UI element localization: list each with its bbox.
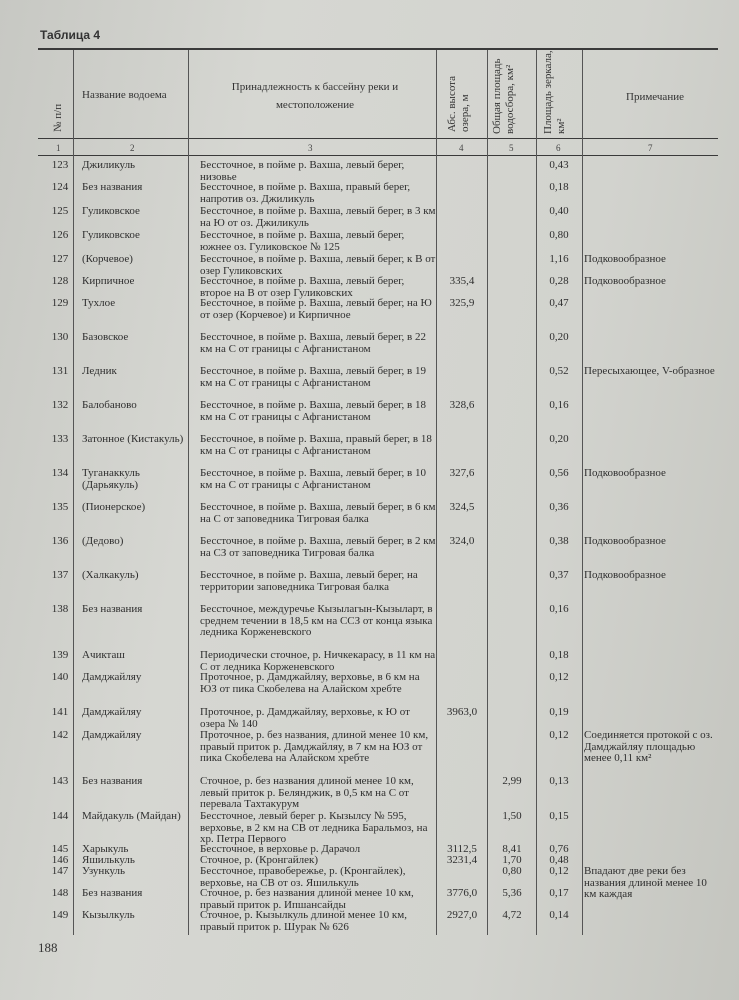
table-row <box>0 468 739 502</box>
note-text: Подковообразное <box>584 275 666 287</box>
water-body-name: Затонное (Кистакуль) <box>82 433 184 445</box>
table-row <box>0 434 739 468</box>
note-text: Подковообразное <box>584 535 666 547</box>
location-description: Бессточное, в пойме р. Вахша, левый берег, в 22 км на С от границы с Афганистаном <box>200 331 426 355</box>
location-description: Бессточное, в пойме р. Вахша, левый берег, в 3 км на Ю от оз. Джиликуль <box>200 205 436 229</box>
row-number: 135 <box>51 501 69 513</box>
water-body-name: Ледник <box>82 365 117 377</box>
mirror-area-value: 0,48 <box>549 854 569 866</box>
table-row <box>0 910 739 932</box>
location-description: Сточное, р. без названия длиной менее 10 км, левый приток р. Белянджик, в 0,5 км на С от перевала Тахтакурум <box>200 775 414 810</box>
location-description: Бессточное, правобережье, р. (Кронгайлек), верховье, на СВ от оз. Яшилькуль <box>200 865 406 889</box>
row-number: 126 <box>51 229 69 241</box>
mirror-area-value: 1,16 <box>549 253 569 265</box>
table-row <box>0 400 739 434</box>
altitude-value: 2927,0 <box>446 909 478 921</box>
water-body-name: Без названия <box>82 181 143 193</box>
location-description: Бессточное, в пойме р. Вахша, левый берег, в 18 км на С от границы с Афганистаном <box>200 399 426 423</box>
mirror-area-value: 0,20 <box>549 331 569 343</box>
mirror-area-value: 0,28 <box>549 275 569 287</box>
table-row <box>0 604 739 650</box>
table-row <box>0 707 739 730</box>
header-top-rule <box>38 48 718 50</box>
water-body-name: Майдакуль (Майдан) <box>82 810 181 822</box>
location-description: Проточное, р. без названия, длиной менее 10 км, правый приток р. Дамджайляу, в 7 км на ЮЗ от пика Скобелева на Алайском хребте <box>200 729 429 764</box>
altitude-value: 3776,0 <box>446 887 478 899</box>
table-row <box>0 570 739 604</box>
water-body-name: Узункуль <box>82 865 126 877</box>
note-text: Пересыхающее, V-образное <box>584 365 715 377</box>
row-number: 145 <box>51 843 69 855</box>
row-number: 142 <box>51 729 69 741</box>
water-body-name: Туганаккуль (Дарьякуль) <box>82 467 140 491</box>
column-numbers-rule <box>38 155 718 156</box>
mirror-area-value: 0,15 <box>549 810 569 822</box>
altitude-value: 335,4 <box>449 275 475 287</box>
header-num: № п/п <box>52 103 64 132</box>
altitude-value: 3963,0 <box>446 706 478 718</box>
altitude-value: 3112,5 <box>447 843 477 855</box>
altitude-value: 324,0 <box>449 535 475 547</box>
water-body-name: Без названия <box>82 887 143 899</box>
water-body-name: (Корчевое) <box>82 253 133 265</box>
row-number: 130 <box>51 331 69 343</box>
column-number: 3 <box>308 143 313 153</box>
location-description: Сточное, р. без названия длиной менее 10 км, правый приток р. Ипшансайды <box>200 887 414 911</box>
mirror-area-value: 0,80 <box>549 229 569 241</box>
mirror-area-value: 0,76 <box>549 843 569 855</box>
location-description: Сточное, р. (Кронгайлек) <box>200 854 319 866</box>
water-body-name: Кирпичное <box>82 275 135 287</box>
column-number: 7 <box>648 143 653 153</box>
location-description: Бессточное, в верховье р. Дарачол <box>200 843 361 855</box>
mirror-area-value: 0,13 <box>549 775 569 787</box>
location-description: Проточное, р. Дамджайляу, верховье, в 6 км на ЮЗ от пика Скобелева на Алайском хребте <box>200 671 420 695</box>
row-number: 137 <box>51 569 69 581</box>
table-row <box>0 276 739 298</box>
location-description: Бессточное, в пойме р. Вахша, правый берег, напротив оз. Джиликуль <box>200 181 411 205</box>
table-row <box>0 206 739 230</box>
water-body-name: Яшилькуль <box>82 854 135 866</box>
location-description: Бессточное, в пойме р. Вахша, левый берег, в 19 км на С от границы с Афганистаном <box>200 365 426 389</box>
basin-area-value: 5,36 <box>502 887 522 899</box>
row-number: 141 <box>51 706 69 718</box>
table-row <box>0 160 739 182</box>
mirror-area-value: 0,16 <box>549 603 569 615</box>
mirror-area-value: 0,14 <box>549 909 569 921</box>
water-body-name: Тухлое <box>82 297 116 309</box>
column-number: 4 <box>459 143 464 153</box>
note-text: Впадают две реки без названия длиной менее 10 км каждая <box>584 865 707 900</box>
water-body-name: Балобаново <box>82 399 137 411</box>
location-description: Бессточное, в пойме р. Вахша, левый берег, в 6 км на С от заповедника Тигровая балка <box>200 501 436 525</box>
basin-area-value: 8,41 <box>502 843 522 855</box>
mirror-area-value: 0,40 <box>549 205 569 217</box>
mirror-area-value: 0,12 <box>549 671 569 683</box>
mirror-area-value: 0,16 <box>549 399 569 411</box>
location-description: Бессточное, в пойме р. Вахша, левый берег, в 2 км на СЗ от заповедника Тигровая балка <box>200 535 436 559</box>
row-number: 143 <box>51 775 69 787</box>
row-number: 138 <box>51 603 69 615</box>
location-description: Бессточное, в пойме р. Вахша, левый берег, к В от озер Гуликовских <box>200 253 436 277</box>
altitude-value: 327,6 <box>449 467 475 479</box>
row-number: 128 <box>51 275 69 287</box>
row-number: 134 <box>51 467 69 479</box>
row-number: 146 <box>51 854 69 866</box>
row-number: 149 <box>51 909 69 921</box>
mirror-area-value: 0,18 <box>549 649 569 661</box>
mirror-area-value: 0,37 <box>549 569 569 581</box>
row-number: 136 <box>51 535 69 547</box>
table-row <box>0 776 739 811</box>
water-body-name: Гуликовское <box>82 229 140 241</box>
basin-area-value: 0,80 <box>502 865 522 877</box>
table-title: Таблица 4 <box>40 28 101 42</box>
water-body-name: Без названия <box>82 775 143 787</box>
water-body-name: (Дедово) <box>82 535 124 547</box>
water-body-name: Без названия <box>82 603 143 615</box>
note-text: Подковообразное <box>584 569 666 581</box>
water-body-name: Дамджайляу <box>82 729 142 741</box>
row-number: 139 <box>51 649 69 661</box>
table-row <box>0 650 739 672</box>
location-description: Бессточное, в пойме р. Вахша, левый берег, южнее оз. Гуликовское № 125 <box>200 229 405 253</box>
location-description: Периодически сточное, р. Ничкекарасу, в 11 км на С от ледника Корженевского <box>200 649 436 673</box>
header-name: Название водоема <box>82 89 167 101</box>
header-mirror-area: Площадь зеркала, км² <box>542 50 567 134</box>
row-number: 148 <box>51 887 69 899</box>
water-body-name: Кызылкуль <box>82 909 135 921</box>
column-number: 6 <box>556 143 561 153</box>
header-basin-area: Общая площадь водосбора, км² <box>491 58 516 134</box>
altitude-value: 3231,4 <box>446 854 478 866</box>
row-number: 147 <box>51 865 69 877</box>
note-text: Подковообразное <box>584 467 666 479</box>
header-note: Примечание <box>626 91 684 103</box>
column-number: 5 <box>509 143 514 153</box>
mirror-area-value: 0,20 <box>549 433 569 445</box>
location-description: Бессточное, в пойме р. Вахша, левый берег, на Ю от озер (Корчевое) и Кирпичное <box>200 297 432 321</box>
header-altitude: Абс. высота озера, м <box>446 75 471 132</box>
water-body-name: Дамджайляу <box>82 706 142 718</box>
row-number: 144 <box>51 810 69 822</box>
note-text: Соединяется протокой с оз. Дамджайляу площадью менее 0,11 км² <box>584 729 713 764</box>
row-number: 133 <box>51 433 69 445</box>
basin-area-value: 1,70 <box>502 854 522 866</box>
basin-area-value: 4,72 <box>502 909 522 921</box>
row-number: 127 <box>51 253 69 265</box>
water-body-name: (Пионерское) <box>82 501 146 513</box>
mirror-area-value: 0,38 <box>549 535 569 547</box>
mirror-area-value: 0,17 <box>549 887 569 899</box>
table-row <box>0 230 739 254</box>
mirror-area-value: 0,56 <box>549 467 569 479</box>
row-number: 131 <box>51 365 69 377</box>
mirror-area-value: 0,36 <box>549 501 569 513</box>
table-row <box>0 672 739 707</box>
table-row <box>0 502 739 536</box>
header-location: Принадлежность к бассейну реки и местоположение <box>231 81 399 111</box>
table-row <box>0 730 739 776</box>
water-body-name: Джиликуль <box>82 159 136 171</box>
water-body-name: Ачикташ <box>82 649 125 661</box>
row-number: 140 <box>51 671 69 683</box>
column-number: 1 <box>56 143 61 153</box>
table-row <box>0 254 739 276</box>
altitude-value: 328,6 <box>449 399 475 411</box>
row-number: 125 <box>51 205 69 217</box>
mirror-area-value: 0,52 <box>549 365 569 377</box>
table-row <box>0 536 739 570</box>
mirror-area-value: 0,43 <box>549 159 569 171</box>
column-number: 2 <box>130 143 135 153</box>
water-body-name: Харыкуль <box>82 843 129 855</box>
altitude-value: 325,9 <box>449 297 475 309</box>
location-description: Сточное, р. Кызылкуль длиной менее 10 км, правый приток р. Шурак № 626 <box>200 909 407 933</box>
water-body-name: Дамджайляу <box>82 671 142 683</box>
location-description: Бессточное, в пойме р. Вахша, левый берег, в 10 км на С от границы с Афганистаном <box>200 467 426 491</box>
location-description: Проточное, р. Дамджайляу, верховье, к Ю от озера № 140 <box>200 706 410 730</box>
table-row <box>0 888 739 910</box>
mirror-area-value: 0,47 <box>549 297 569 309</box>
table-row <box>0 332 739 366</box>
page-number: 188 <box>38 940 58 955</box>
note-text: Подковообразное <box>584 253 666 265</box>
mirror-area-value: 0,18 <box>549 181 569 193</box>
basin-area-value: 2,99 <box>502 775 522 787</box>
location-description: Бессточное, в пойме р. Вахша, левый берег, низовье <box>200 159 405 183</box>
row-number: 123 <box>51 159 69 171</box>
table-body <box>0 160 739 932</box>
row-number: 129 <box>51 297 69 309</box>
row-number: 124 <box>51 181 69 193</box>
location-description: Бессточное, междуречье Кызылагын-Кызыларт, в среднем течении в 18,5 км на ССЗ от конца языка ледника Корженевского <box>200 603 433 638</box>
basin-area-value: 1,50 <box>502 810 522 822</box>
table-row <box>0 811 739 844</box>
water-body-name: Гуликовское <box>82 205 140 217</box>
mirror-area-value: 0,19 <box>549 706 569 718</box>
header-bottom-rule <box>38 138 718 139</box>
location-description: Бессточное, в пойме р. Вахша, левый берег, на территории заповедника Тигровая балка <box>200 569 418 593</box>
water-body-name: Базовское <box>82 331 129 343</box>
altitude-value: 324,5 <box>449 501 475 513</box>
table-row <box>0 182 739 206</box>
row-number: 132 <box>51 399 69 411</box>
location-description: Бессточное, в пойме р. Вахша, левый берег, второе на В от озер Гуликовских <box>200 275 405 299</box>
location-description: Бессточное, левый берег р. Кызылсу № 595, верховье, в 2 км на СВ от ледника Баральмоз, на хр. Петра Первого <box>200 810 428 845</box>
location-description: Бессточное, в пойме р. Вахша, правый берег, в 18 км на С от границы с Афганистаном <box>200 433 432 457</box>
table-row <box>0 298 739 332</box>
water-body-name: (Халкакуль) <box>82 569 139 581</box>
mirror-area-value: 0,12 <box>549 729 569 741</box>
table-row <box>0 366 739 400</box>
mirror-area-value: 0,12 <box>549 865 569 877</box>
